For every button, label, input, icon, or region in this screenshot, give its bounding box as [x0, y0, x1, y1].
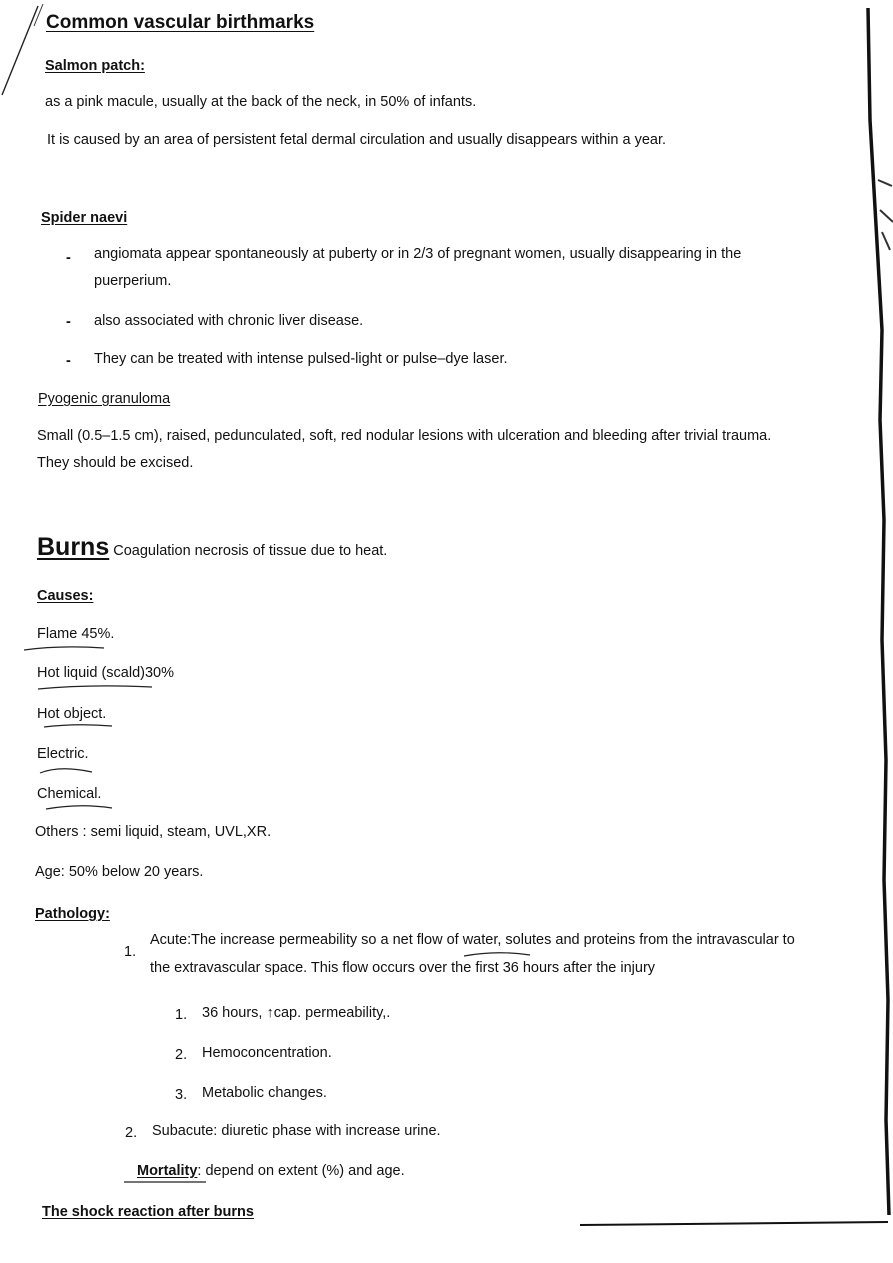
- section-title-vascular: Common vascular birthmarks: [46, 12, 315, 33]
- bullet-dash: -: [66, 250, 71, 266]
- spider-bullet-3: They can be treated with intense pulsed-light or pulse–dye laser.: [94, 351, 508, 367]
- pen-underline-flame: [24, 647, 104, 650]
- salmon-line-2: It is caused by an area of persistent fetal dermal circulation and usually disappears within a year.: [47, 132, 667, 148]
- pen-underline-chemical: [46, 806, 112, 809]
- heading-causes: Causes:: [37, 588, 94, 604]
- page-edge-shadow-bottom: [580, 1222, 888, 1225]
- mortality-text: : depend on extent (%) and age.: [197, 1163, 405, 1179]
- pen-stroke-left-margin: [2, 6, 38, 95]
- acute-number: 1.: [124, 944, 137, 960]
- acute-sub-item: 36 hours, ↑cap. permeability,.: [202, 1005, 391, 1021]
- cause-item: Chemical.: [37, 786, 102, 802]
- acute-line-1: Acute:The increase permeability so a net flow of water, solutes and proteins from the intravascular to: [150, 932, 795, 948]
- subacute-line: Subacute: diuretic phase with increase urine.: [152, 1123, 441, 1139]
- cause-item: Hot liquid (scald)30%: [37, 665, 175, 681]
- mortality-line: [137, 1163, 405, 1179]
- heading-spider-naevi: Spider naevi: [41, 210, 128, 226]
- burns-definition: Coagulation necrosis of tissue due to heat.: [109, 543, 388, 559]
- spider-bullet-1a: angiomata appear spontaneously at puberty or in 2/3 of pregnant women, usually disappearing in the: [94, 246, 742, 262]
- pen-underline-electric: [40, 769, 92, 773]
- salmon-line-1: as a pink macule, usually at the back of the neck, in 50% of infants.: [45, 94, 477, 110]
- acute-sub-item: Hemoconcentration.: [202, 1045, 332, 1061]
- acute-sub-number: 3.: [175, 1087, 188, 1103]
- pen-underline-hot-object: [44, 725, 112, 727]
- pen-stroke-top: [34, 4, 43, 26]
- bullet-dash: -: [66, 353, 71, 369]
- page-edge-marks: [878, 180, 893, 250]
- acute-sub-number: 2.: [175, 1047, 188, 1063]
- cause-item: Hot object.: [37, 706, 107, 722]
- subacute-number: 2.: [125, 1125, 138, 1141]
- pen-underline-water: [464, 953, 530, 956]
- pyogenic-line-2: They should be excised.: [37, 455, 194, 471]
- acute-sub-item: Metabolic changes.: [202, 1085, 327, 1101]
- pyogenic-line-1: Small (0.5–1.5 cm), raised, pedunculated, soft, red nodular lesions with ulceration and bleeding after trivial trauma.: [37, 428, 772, 444]
- burns-title: Burns: [37, 533, 110, 561]
- pen-underline-hot-liquid: [38, 686, 152, 689]
- heading-salmon-patch: Salmon patch:: [45, 58, 145, 74]
- cause-item: Flame 45%.: [37, 626, 115, 642]
- heading-shock-reaction: The shock reaction after burns: [42, 1204, 254, 1220]
- page-edge-shadow-right: [868, 8, 889, 1215]
- acute-sub-number: 1.: [175, 1007, 188, 1023]
- spider-bullet-2: also associated with chronic liver disease.: [94, 313, 364, 329]
- age-line: Age: 50% below 20 years.: [35, 864, 204, 880]
- cause-item: Others : semi liquid, steam, UVL,XR.: [35, 824, 272, 840]
- burns-heading-line: [37, 533, 387, 562]
- spider-bullet-1b: puerperium.: [94, 273, 172, 289]
- acute-line-2: the extravascular space. This flow occurs over the first 36 hours after the injury: [150, 960, 656, 976]
- cause-item: Electric.: [37, 746, 89, 762]
- heading-pyogenic-granuloma: Pyogenic granuloma: [38, 391, 171, 407]
- heading-pathology: Pathology:: [35, 906, 110, 922]
- bullet-dash: -: [66, 314, 71, 330]
- mortality-label: Mortality: [137, 1163, 198, 1179]
